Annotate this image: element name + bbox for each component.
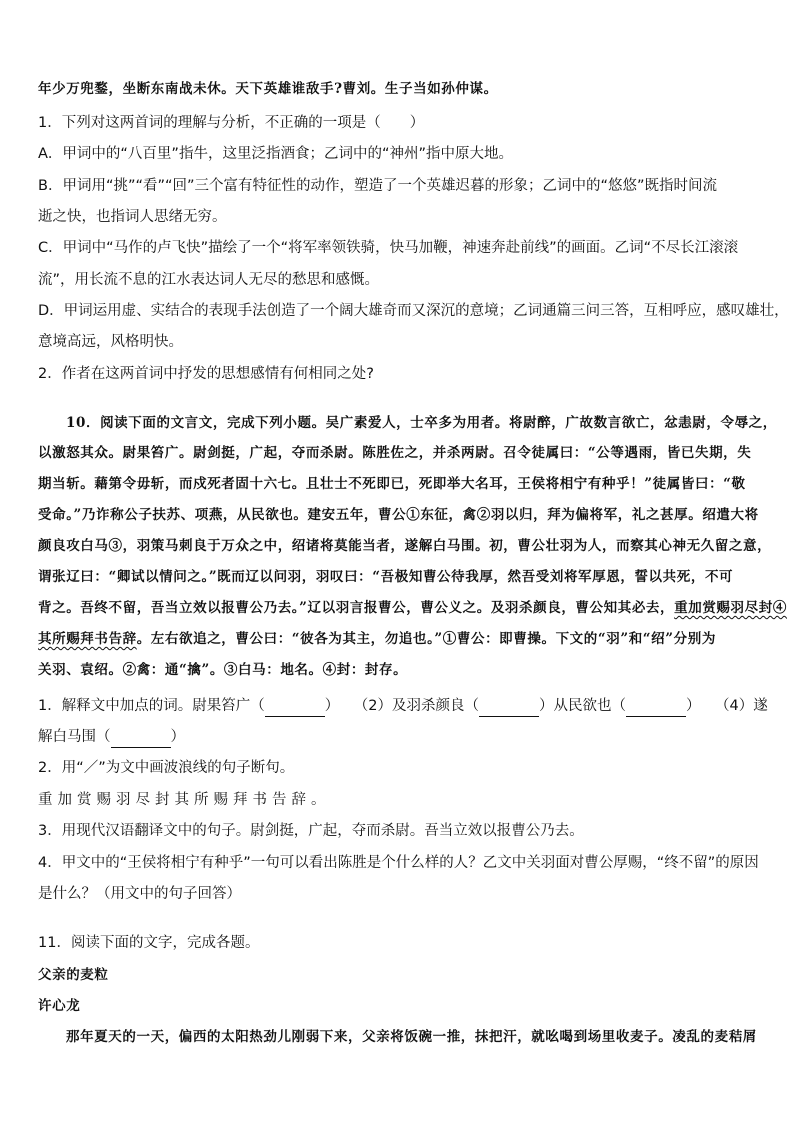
q10-sub2: 2．用“／”为文中画波浪线的句子断句。	[38, 760, 295, 776]
q10-sub4-line1: 4．甲文中的“王侯将相宁有种乎”一句可以看出陈胜是个什么样的人？乙文中关羽面对曹公厚赐，“终不留”的原因	[38, 855, 759, 871]
option-d-line1: D．甲词运用虚、实结合的表现手法创造了一个阔大雄奇而又深沉的意境；乙词通篇三问三答，互相呼应，感叹雄壮，	[38, 303, 789, 319]
question-9-1: 1．下列对这两首词的理解与分析，不正确的一项是（ ）	[38, 115, 425, 131]
option-a: A．甲词中的“八百里”指牛，这里泛指酒食；乙词中的“神州”指中原大地。	[38, 146, 513, 162]
option-c-line1: C．甲词中“马作的卢飞快”描绘了一个“将军率领铁骑，快马加鞭，神速奔赴前线”的画面。乙词“不尽长江滚滚	[38, 240, 739, 256]
q10-passage-line4: 受命。”乃诈称公子扶苏、项燕，从民欲也。建安五年，曹公①东征，禽②羽以归，拜为偏将军，礼之甚厚。绍遣大将	[38, 507, 759, 523]
q10-sub2-sentence: 重加赏赐羽尽封其所赐拜书告辞。	[38, 792, 331, 808]
q10-passage-line3: 期当斩。藉第令毋斩，而戍死者固十六七。且壮士不死即已，死即举大名耳，王侯将相宁有种乎！”徒属皆曰：“敬	[38, 476, 746, 492]
option-b-line1: B．甲词用“挑”“看”“回”三个富有特征性的动作，塑造了一个英雄迟暮的形象；乙词中的“悠悠”既指时间流	[38, 178, 718, 194]
q10-annotation: 关羽、袁绍。②禽：通“擒”。③白马：地名。④封：封存。	[38, 662, 408, 678]
q10-sub4-line2: 是什么？（用文中的句子回答）	[38, 886, 241, 902]
option-c-line2: 流”，用长流不息的江水表达词人无尽的愁思和感慨。	[38, 272, 380, 288]
answer-blank-2[interactable]	[479, 696, 539, 717]
wavy-underlined-sentence-part1: 重加赏赐羽尽封④	[674, 600, 787, 616]
q10-passage-line6: 谓张辽曰：“卿试以情问之。”既而辽以问羽，羽叹曰：“吾极知曹公待我厚，然吾受刘将军厚恩，誓以共死，不可	[38, 569, 734, 585]
answer-blank-4[interactable]	[111, 727, 171, 748]
q11-title: 父亲的麦粒	[38, 967, 109, 983]
wavy-underlined-sentence-part2: 其所赐拜书告辞	[38, 631, 137, 647]
q10-sub1-line1: 1．解释文中加点的词。尉果笞广（ ） （2）及羽杀颜良（ ）从民欲也（ ） （4）遂	[38, 696, 768, 717]
q10-passage-line1: 10．阅读下面的文言文，完成下列小题。吴广素爱人，士卒多为用者。将尉醉，广故数言欲亡，忿恚尉，令辱之，	[66, 415, 777, 431]
q11-author: 许心龙	[38, 998, 81, 1014]
q10-sub3: 3．用现代汉语翻译文中的句子。尉剑挺，广起，夺而杀尉。吾当立效以报曹公乃去。	[38, 823, 584, 839]
answer-blank-1[interactable]	[265, 696, 325, 717]
option-d-line2: 意境高远，风格明快。	[38, 334, 183, 350]
q11-heading: 11．阅读下面的文字，完成各题。	[38, 935, 260, 951]
q10-passage-line5: 颜良攻白马③，羽策马刺良于万众之中，绍诸将莫能当者，遂解白马围。初，曹公壮羽为人，而察其心神无久留之意，	[38, 538, 772, 554]
q11-passage-line1: 那年夏天的一天，偏西的太阳热劲儿刚弱下来，父亲将饭碗一推，抹把汗，就吆喝到场里收麦子。凌乱的麦秸屑	[66, 1029, 757, 1045]
option-b-line2: 逝之快，也指词人思绪无穷。	[38, 209, 227, 225]
q10-passage-line8: 其所赐拜书告辞。左右欲追之，曹公曰：“彼各为其主，勿追也。”①曹公：即曹操。下文的“羽”和“绍”分别为	[38, 631, 716, 647]
question-9-2: 2．作者在这两首词中抒发的思想感情有何相同之处?	[38, 366, 374, 382]
q10-sub1-line2: 解白马围（ ）	[38, 727, 185, 748]
q10-passage-line7: 背之。吾终不留，吾当立效以报曹公乃去。”辽以羽言报曹公，曹公义之。及羽杀颜良，曹公知其必去，重加赏赐羽尽封④	[38, 600, 787, 616]
q10-passage-line2: 以激怒其众。尉果笞广。尉剑挺，广起，夺而杀尉。陈胜佐之，并杀两尉。召令徒属曰：“公等遇雨，皆已失期，失	[38, 445, 752, 461]
answer-blank-3[interactable]	[626, 696, 686, 717]
poem-closing-line: 年少万兜鍪，坐断东南战未休。天下英雄谁敌手?曹刘。生子当如孙仲谋。	[38, 81, 498, 97]
